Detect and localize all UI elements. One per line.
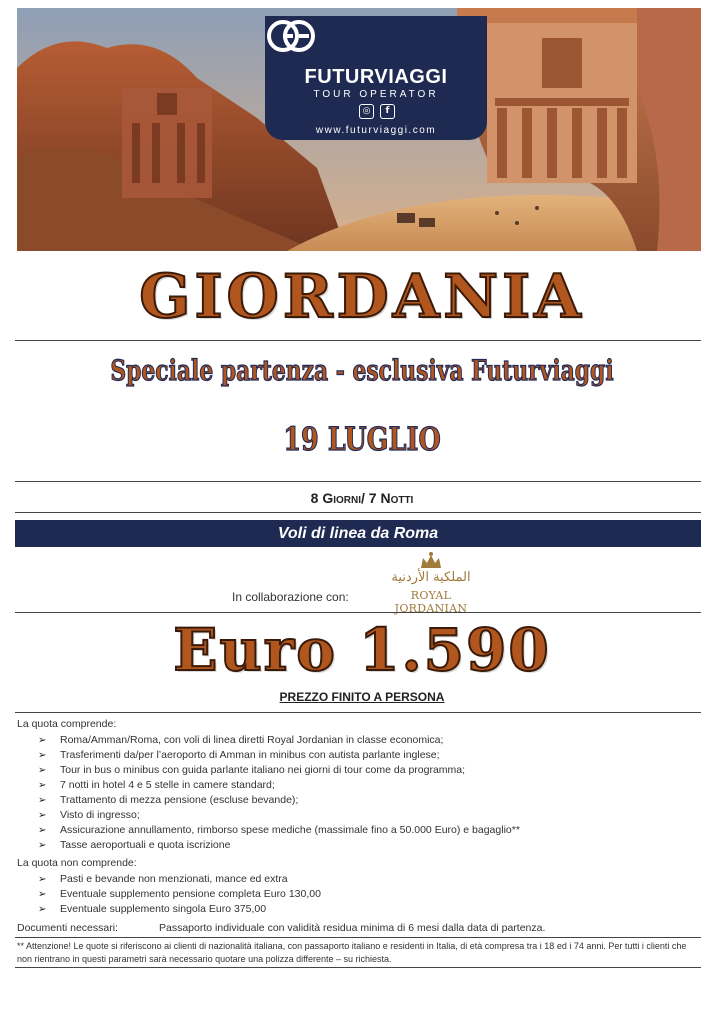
- arrow-bullet-icon: ➢: [38, 735, 47, 746]
- price-note: PREZZO FINITO A PERSONA: [279, 690, 445, 704]
- divider: [15, 937, 701, 938]
- divider: [15, 340, 701, 341]
- list-item-text: Roma/Amman/Roma, con voli di linea diretti Royal Jordanian in classe economica;: [60, 734, 444, 746]
- brand-tagline: TOUR OPERATOR: [313, 89, 439, 100]
- list-item-text: 7 notti in hotel 4 e 5 stelle in camere standard;: [60, 779, 275, 791]
- departure-date: 19 LUGLIO: [283, 420, 441, 458]
- list-item-text: Visto di ingresso;: [60, 809, 140, 821]
- arrow-bullet-icon: ➢: [38, 840, 47, 851]
- brand-url[interactable]: www.futurviaggi.com: [315, 125, 437, 136]
- list-item: [38, 887, 321, 902]
- list-item: [38, 838, 520, 853]
- futurviaggi-logo-icon: [265, 16, 317, 56]
- documents-row: [17, 922, 545, 934]
- arrow-bullet-icon: ➢: [38, 904, 47, 915]
- instagram-icon[interactable]: ◎: [359, 104, 374, 119]
- royal-jordanian-logo: [375, 552, 487, 615]
- divider: [15, 512, 701, 513]
- arrow-bullet-icon: ➢: [38, 810, 47, 821]
- excludes-heading: La quota non comprende:: [17, 857, 137, 869]
- airline-arabic-name: الملكية الأردنية: [391, 570, 471, 585]
- list-item: [38, 733, 520, 748]
- arrow-bullet-icon: ➢: [38, 750, 47, 761]
- list-item-text: Trattamento di mezza pensione (escluse bevande);: [60, 794, 299, 806]
- list-item-text: Assicurazione annullamento, rimborso spese mediche (massimale fino a 50.000 Euro) e bagaglio**: [60, 824, 520, 836]
- documents-value: Passaporto individuale con validità residua minima di 6 mesi dalla data di partenza.: [159, 922, 546, 934]
- brand-badge: [265, 16, 487, 140]
- list-item: [38, 872, 321, 887]
- list-item-text: Tour in bus o minibus con guida parlante italiano nei giorni di tour come da programma;: [60, 764, 466, 776]
- airline-name: ROYAL JORDANIAN: [394, 589, 468, 615]
- excludes-list: [38, 872, 321, 917]
- list-item: [38, 748, 520, 763]
- list-item-text: Eventuale supplemento pensione completa Euro 130,00: [60, 888, 321, 900]
- divider: [15, 612, 701, 613]
- collaboration-label: In collaborazione con:: [232, 590, 349, 604]
- divider: [15, 481, 701, 482]
- includes-list: [38, 733, 520, 853]
- list-item-text: Tasse aeroportuali e quota iscrizione: [60, 839, 231, 851]
- special-departure-subtitle: Speciale partenza - esclusiva Futurviaggi: [110, 354, 614, 387]
- list-item-text: Pasti e bevande non menzionati, mance ed extra: [60, 873, 288, 885]
- social-links: [359, 104, 395, 119]
- divider: [15, 712, 701, 713]
- divider: [15, 967, 701, 968]
- list-item: [38, 823, 520, 838]
- list-item: [38, 902, 321, 917]
- flights-banner: Voli di linea da Roma: [15, 520, 701, 547]
- arrow-bullet-icon: ➢: [38, 795, 47, 806]
- brand-name: FUTURVIAGGI: [304, 66, 448, 88]
- crown-icon: [419, 552, 443, 570]
- list-item-text: Eventuale supplemento singola Euro 375,00: [60, 903, 267, 915]
- arrow-bullet-icon: ➢: [38, 780, 47, 791]
- arrow-bullet-icon: ➢: [38, 874, 47, 885]
- price-amount: Euro 1.590: [173, 616, 551, 684]
- list-item: [38, 808, 520, 823]
- trip-duration: 8 Giorni/ 7 Notti: [310, 490, 414, 506]
- arrow-bullet-icon: ➢: [38, 825, 47, 836]
- arrow-bullet-icon: ➢: [38, 889, 47, 900]
- list-item-text: Trasferimenti da/per l’aeroporto di Amman in minibus con autista parlante inglese;: [60, 749, 440, 761]
- footnote: ** Attenzione! Le quote si riferiscono ai clienti di nazionalità italiana, con passaporto italiano e residenti in Italia, di età compresa tra i 18 ed i 74 anni. Per tutti i clienti che non rientrano in questi parametri sarà necessario quotare una polizza differente – su richiesta.: [17, 941, 687, 964]
- includes-heading: La quota comprende:: [17, 718, 117, 730]
- facebook-icon[interactable]: f: [380, 104, 395, 119]
- arrow-bullet-icon: ➢: [38, 765, 47, 776]
- list-item: [38, 763, 520, 778]
- destination-title: GIORDANIA: [139, 262, 585, 332]
- list-item: [38, 793, 520, 808]
- documents-label: Documenti necessari:: [17, 922, 118, 934]
- list-item: [38, 778, 520, 793]
- hero-image-petra: [17, 8, 701, 251]
